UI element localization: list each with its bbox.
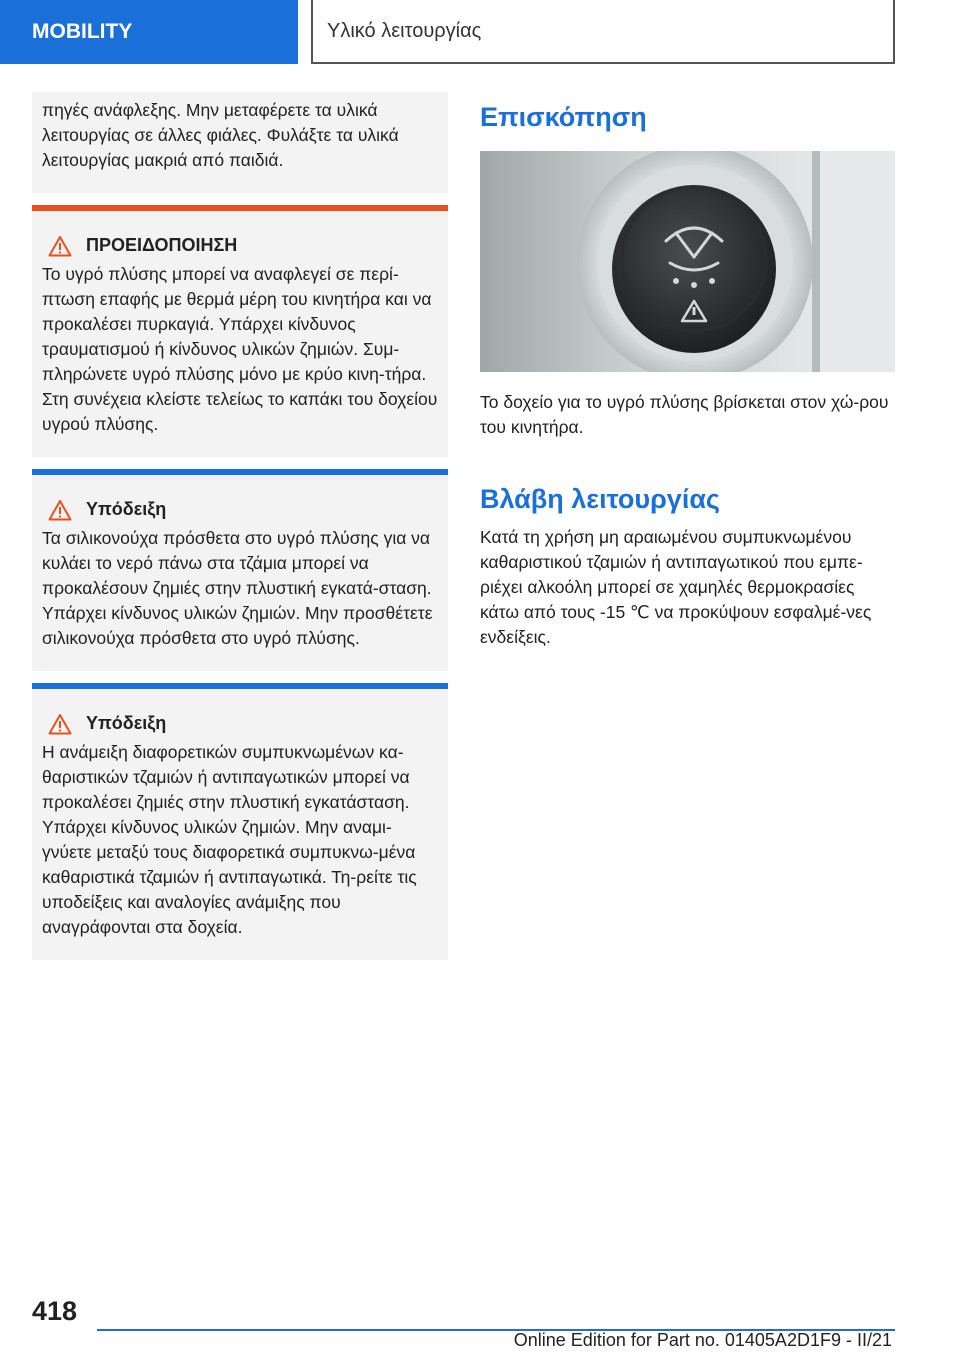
- chapter-title: Υλικό λειτουργίας: [327, 19, 482, 42]
- chapter-header: [311, 0, 895, 64]
- page-number: 418: [32, 1296, 78, 1326]
- malfunction-heading: Βλάβη λειτουργίας: [480, 484, 720, 514]
- section-label: MOBILITY: [32, 20, 133, 43]
- intro-text: πηγές ανάφλεξης. Μην μεταφέρετε τα υλικά λειτουργίας σε άλλες φιάλες. Φυλάξτε τα υλικά λειτουργίας μακριά από παιδιά.: [42, 100, 399, 170]
- warning-triangle-icon: [48, 713, 72, 735]
- warning-triangle-icon: [48, 499, 72, 521]
- warning-callout: [32, 205, 448, 457]
- notice-text-1: Τα σιλικονούχα πρόσθετα στο υγρό πλύσης για να κυλάει το νερό πάνω στα τζάμια μπορεί να προκαλέσουν ζημιές στην πλυστική εγκατά-σταση. Υπάρχει κίνδυνος υλικών ζημιών. Μην προσθέτετε σιλικονούχα πρόσθετα στο υγρό πλύσης.: [42, 528, 433, 648]
- photo-caption: Το δοχείο για το υγρό πλύσης βρίσκεται στον χώ-ρου του κινητήρα.: [480, 392, 889, 437]
- intro-box: [32, 92, 448, 193]
- malfunction-text: Κατά τη χρήση μη αραιωμένου συμπυκνωμένου καθαριστικού τζαμιών ή αντιπαγωτικού που εμπε-ριέχει αλκοόλη μπορεί σε χαμηλές θερμοκρασίες κάτω από τους -15 ℃ να προκύψουν εσφαλμέ-νες ενδείξεις.: [480, 527, 872, 647]
- washer-reservoir-photo: [480, 151, 895, 372]
- notice-callout-1: [32, 469, 448, 671]
- right-column: [480, 92, 895, 650]
- warning-title: ΠΡΟΕΙΔΟΠΟΙΗΣΗ: [86, 235, 238, 255]
- notice-callout-2: [32, 683, 448, 960]
- notice-title-1: Υπόδειξη: [86, 499, 167, 519]
- section-tab: [0, 0, 298, 64]
- overview-heading: Επισκόπηση: [480, 102, 647, 132]
- warning-text: Το υγρό πλύσης μπορεί να αναφλεγεί σε περί-πτωση επαφής με θερμά μέρη του κινητήρα και να προκαλέσει πυρκαγιά. Υπάρχει κίνδυνος τραυματισμού ή κίνδυνος υλικών ζημιών. Συμ-πληρώνετε υγρό πλύσης μόνο με κρύο κινη-τήρα. Στη συνέχεια κλείστε τελείως το καπάκι του δοχείου υγρού πλύσης.: [42, 264, 438, 434]
- notice-title-2: Υπόδειξη: [86, 713, 167, 733]
- warning-triangle-icon: [48, 235, 72, 257]
- notice-text-2: Η ανάμειξη διαφορετικών συμπυκνωμένων κα-θαριστικών τζαμιών ή αντιπαγωτικών μπορεί να προκαλέσει ζημιές στην πλυστική εγκατάσταση. Υπάρχει κίνδυνος υλικών ζημιών. Μην αναμι-γνύετε μεταξύ τους διαφορετικά συμπυκνω-μένα καθαριστικά τζαμιών ή αντιπαγωτικά. Τη-ρείτε τις υποδείξεις και αναλογίες ανάμιξης που αναγράφονται στα δοχεία.: [42, 742, 417, 937]
- edition-note: Online Edition for Part no. 01405A2D1F9 - II/21: [513, 1330, 892, 1350]
- left-column: [32, 92, 448, 960]
